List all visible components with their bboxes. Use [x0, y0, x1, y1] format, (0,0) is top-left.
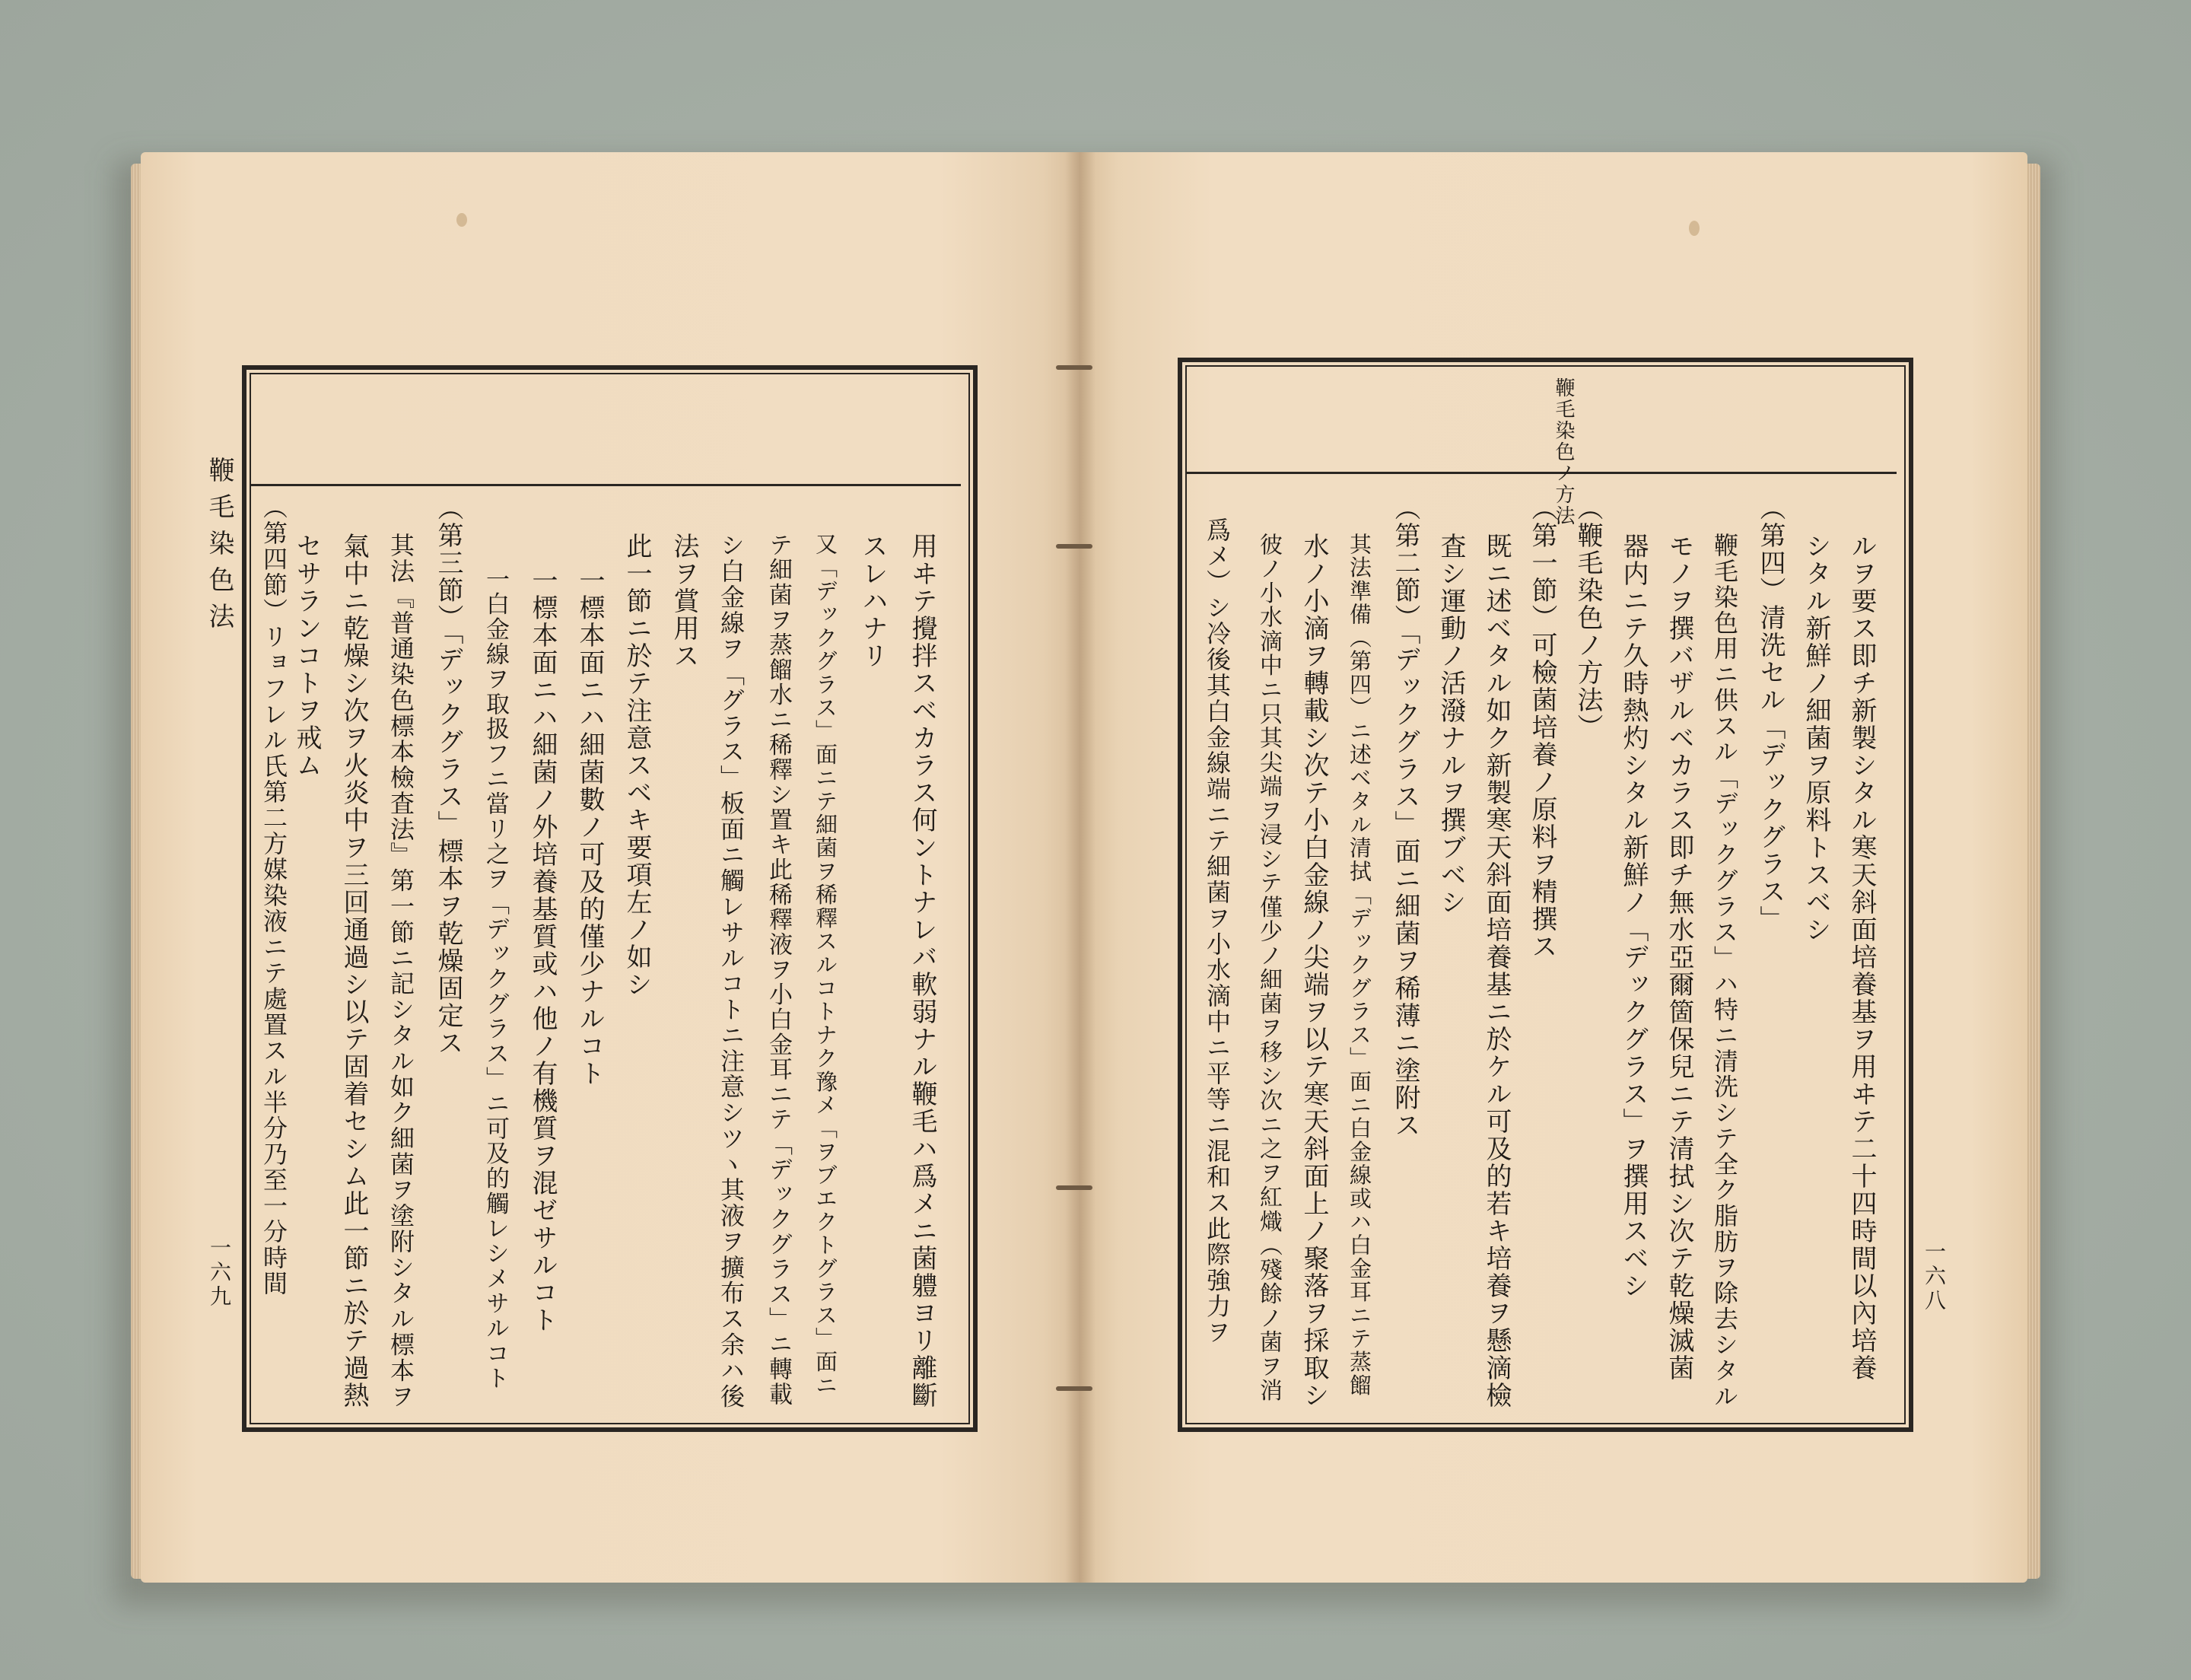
text-column: （第一節）可檢菌培養ノ原料ヲ精撰ス — [1527, 495, 1557, 960]
text-column: 用ヰテ攪拌スベカラス何ントナレバ軟弱ナル鞭毛ハ爲メニ菌軆ヨリ離斷 — [907, 533, 937, 1409]
text-column: シタル新鮮ノ細菌ヲ原料トスベシ — [1801, 533, 1831, 943]
paper-stain — [1689, 221, 1700, 236]
text-column: 彼ノ小水滴中ニ只其尖端ヲ浸シテ僅少ノ細菌ヲ移シ次ニ之ヲ紅熾（殘餘ノ菌ヲ消 — [1255, 533, 1282, 1403]
text-column: （第三節）「デックグラス」標本ヲ乾燥固定ス — [433, 495, 463, 1057]
text-column: 氣中ニ乾燥シ次ヲ火炎中ヲ三回通過シ以テ固着セシム此一節ニ於テ過熱 — [339, 533, 369, 1409]
text-column: モノヲ撰バザルベカラス即チ無水亞爾箇保兒ニテ清拭シ次テ乾燥滅菌 — [1664, 533, 1694, 1382]
text-column: 一標本面ニハ細菌數ノ可及的僅少ナルコト — [574, 567, 605, 1087]
text-column: 査シ運動ノ活潑ナルヲ撰ブベシ — [1436, 533, 1466, 916]
text-column: （第二節）「デックグラス」面ニ細菌ヲ稀薄ニ塗附ス — [1390, 495, 1420, 1139]
right-running-header: 鞭毛染色ノ方法 — [1552, 377, 1575, 527]
text-column: 法ヲ賞用ス — [669, 533, 699, 670]
text-column: （第四節）リョフレル氏第二方媒染液ニテ處置スル半分乃至一分時間 — [259, 495, 288, 1297]
left-running-header: 鞭毛染色法 — [204, 457, 234, 639]
text-column: 水ノ小滴ヲ轉載シ次テ小白金線ノ尖端ヲ以テ寒天斜面上ノ聚落ヲ採取シ — [1299, 533, 1329, 1409]
text-column: 鞭毛染色用ニ供スル「デックグラス」ハ特ニ清洗シテ全ク脂肪ヲ除去シタル — [1710, 533, 1739, 1409]
text-column: 一標本面ニハ細菌ノ外培養基質或ハ他ノ有機質ヲ混ゼサルコト — [527, 567, 558, 1334]
left-page-number: 一六九 — [207, 1236, 232, 1309]
text-column: ルヲ要ス即チ新製シタル寒天斜面培養基ヲ用ヰテ二十四時間以內培養 — [1846, 533, 1877, 1382]
right-page-number: 一六八 — [1922, 1240, 1947, 1313]
right-header-rule — [1185, 472, 1897, 474]
text-column: 其法準備（第四）ニ述ベタル清拭「デックグラス」面ニ白金線或ハ白金耳ニテ蒸餾 — [1347, 533, 1372, 1398]
binding-stitch — [1056, 1386, 1092, 1391]
text-column: 又「デックグラス」面ニテ細菌ヲ稀釋スルコトナク豫メ「ヲブエクトグラス」面ニ — [812, 533, 838, 1398]
left-header-rule — [250, 484, 961, 486]
text-column: 此一節ニ於テ注意スベキ要項左ノ如シ — [622, 533, 652, 998]
text-column: （第四）清洗セル「デックグラス」 — [1755, 495, 1786, 933]
text-column: 器内ニテ久時熱灼シタル新鮮ノ「デックグラス」ヲ撰用スベシ — [1618, 533, 1649, 1300]
text-column: 其法『普通染色標本檢査法』第一節ニ記シタル如ク細菌ヲ塗附シタル標本ヲ — [386, 533, 415, 1409]
binding-stitch — [1056, 544, 1092, 549]
text-column: （鞭毛染色ノ方法） — [1572, 495, 1603, 741]
text-column: スレハナリ — [857, 533, 888, 670]
binding-stitch — [1056, 365, 1092, 370]
text-column: 一白金線ヲ取扱フニ當リ之ヲ「デックグラス」ニ可及的觸レシメサルコト — [482, 567, 509, 1392]
binding-stitch — [1056, 1185, 1092, 1190]
text-column: 爲メ）シ冷後其白金線端ニテ細菌ヲ小水滴中ニ平等ニ混和ス此際強力ヲ — [1203, 517, 1232, 1345]
text-column: セサランコトヲ戒ム — [291, 533, 322, 779]
text-column: 既ニ述ベタル如ク新製寒天斜面培養基ニ於ケル可及的若キ培養ヲ懸滴檢 — [1481, 533, 1512, 1409]
text-column: シ白金線ヲ「グラス」板面ニ觸レサルコトニ注意シツヽ其液ヲ擴布ス余ハ後 — [717, 533, 746, 1409]
text-column: テ細菌ヲ蒸餾水ニ稀釋シ置キ此稀釋液ヲ小白金耳ニテ「デックグラス」ニ轉載 — [765, 533, 792, 1407]
paper-stain — [456, 213, 467, 227]
